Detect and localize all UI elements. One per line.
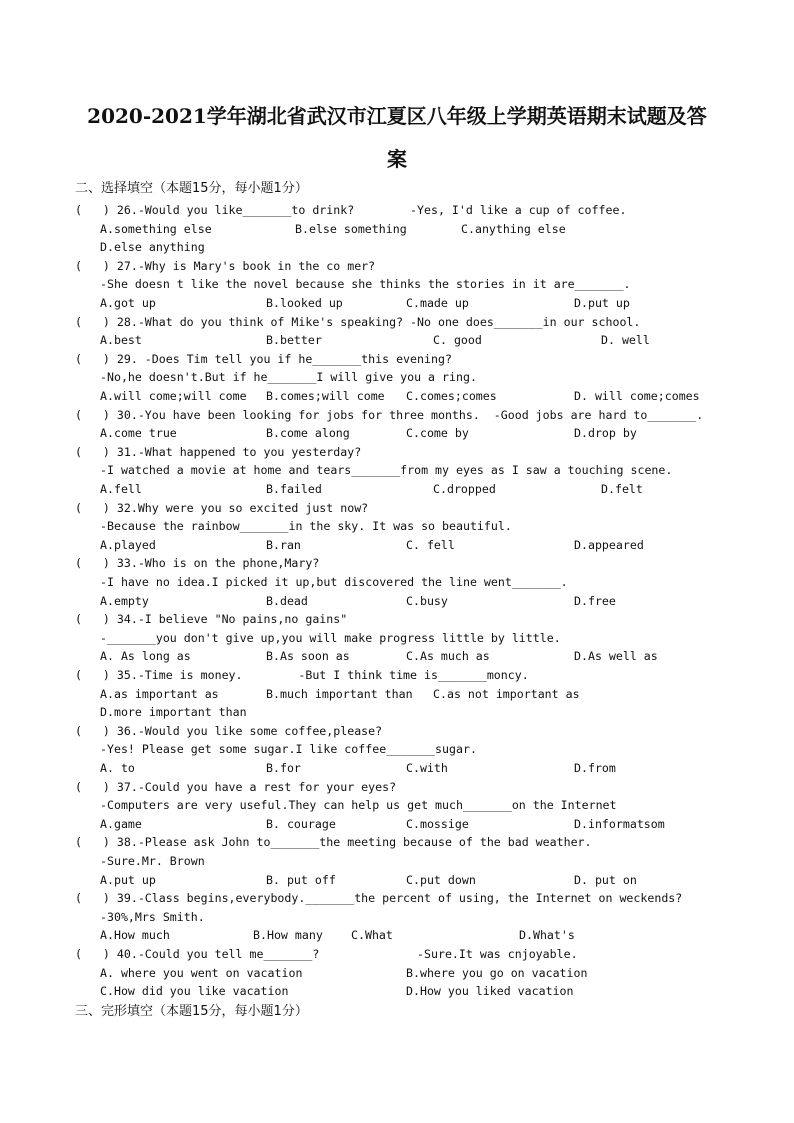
answer-option: A.will come;will come [100,389,247,403]
answer-option: D.As well as [574,649,658,664]
answer-option: C. fell [406,537,455,552]
answer-option: D.drop by [574,426,637,441]
answer-option: C.What [351,928,393,943]
answer-option: C.anything else [461,221,566,236]
answer-option: -She doesn t like the novel because she thinks the stories in it are_______. [100,277,631,292]
question-stem: ( ) 30.-You have been looking for jobs for three months. -Good jobs are hard to_______. [75,407,704,422]
answer-option: D.from [574,761,616,775]
answer-option: B.better [266,333,322,348]
answer-option: B.where you go on vacation [406,965,588,980]
document-title-line-1: 2020-2021学年湖北省武汉市江夏区八年级上学期英语期末试题及答 [87,104,707,128]
answer-option: -I watched a movie at home and tears_______from my eyes as I saw a touching scene. [100,463,673,478]
answer-option: -_______you don't give up,you will make progress little by little. [100,630,561,645]
answer-option: A. to [100,761,135,775]
section-heading-choice: 二、选择填空（本题15分，每小题1分） [75,181,308,196]
answer-option: D. put on [574,872,637,887]
answer-option: A.come true [100,426,177,441]
question-stem: ( ) 34.-I believe "No pains,no gains" [75,612,348,627]
answer-option: A.game [100,816,142,831]
question-stem: ( ) 39.-Class begins,everybody._______the percent of using, the Internet on weckends? [75,891,683,906]
answer-option: -Computers are very useful.They can help us get much_______on the Internet [100,798,617,813]
answer-option: B.failed [266,482,322,496]
answer-option: C. good [433,333,482,348]
answer-option: B.looked up [266,296,343,310]
answer-option: -I have no idea.I picked it up,but discovered the line went_______. [100,575,568,589]
answer-option: D.appeared [574,537,644,552]
answer-option: C.made up [406,296,469,310]
question-stem: ( ) 40.-Could you tell me_______? -Sure.It was cnjoyable. [75,947,578,961]
question-stem: ( ) 36.-Would you like some coffee,please? [75,723,383,738]
answer-option: D. well [601,333,650,348]
answer-option: A.something else [100,221,212,236]
answer-option: B.for [266,761,301,775]
question-stem: ( ) 35.-Time is money. -But I think time is_______moncy. [75,668,529,682]
question-stem: ( ) 28.-What do you think of Mike's speaking? -No one does_______in our school. [75,314,641,329]
answer-option: D.What's [519,928,575,943]
question-stem: ( ) 37.-Could you have a rest for your eyes? [75,779,397,794]
answer-option: D.put up [574,296,630,310]
section-heading-cloze: 三、完形填空（本题15分，每小题1分） [75,1004,308,1019]
answer-option: D.free [574,593,616,608]
answer-option: B.else something [295,221,407,236]
question-stem: ( ) 32.Why were you so excited just now? [75,500,369,515]
answer-option: A. As long as [100,649,191,664]
question-stem: ( ) 27.-Why is Mary's book in the co mer? [75,258,376,273]
answer-option: C.mossige [406,816,469,831]
answer-option: C.as not important as [433,686,580,701]
answer-option: A.fell [100,482,142,496]
document-title-line-2: 案 [387,147,407,171]
answer-option: B.comes;will come [266,389,385,403]
answer-option: C.How did you like vacation [100,984,289,999]
answer-option: A.best [100,333,142,348]
answer-option: B.As soon as [266,649,350,664]
answer-option: C.busy [406,593,448,608]
answer-option: B.much important than [266,686,413,701]
answer-option: A.put up [100,872,156,887]
answer-option: D.How you liked vacation [406,984,574,999]
answer-option: A.got up [100,296,156,310]
answer-option: C.come by [406,426,469,441]
question-stem: ( ) 38.-Please ask John to_______the meeting because of the bad weather. [75,835,592,850]
answer-option: B. courage [266,816,336,831]
answer-option: A.played [100,537,156,552]
answer-option: D.more important than [100,705,247,720]
answer-option: C.put down [406,872,476,887]
answer-option: A.as important as [100,686,219,701]
answer-option: C.dropped [433,482,496,496]
answer-option: -Because the rainbow_______in the sky. It was so beautiful. [100,519,512,534]
answer-option: C.As much as [406,649,490,664]
answer-option: A. where you went on vacation [100,965,303,980]
answer-option: A.How much [100,928,170,943]
answer-option: D.informatsom [574,816,665,831]
answer-option: -30%,Mrs Smith. [100,909,205,924]
answer-option: C.comes;comes [406,389,497,403]
answer-option: B.ran [266,537,301,552]
answer-option: A.empty [100,593,149,608]
answer-option: D.else anything [100,240,205,255]
question-stem: ( ) 33.-Who is on the phone,Mary? [75,556,320,571]
answer-option: -Yes! Please get some sugar.I like coffee_______sugar. [100,742,477,757]
answer-option: B. put off [266,872,336,887]
answer-option: C.with [406,761,448,775]
answer-option: B.come along [266,426,350,441]
answer-option: -Sure.Mr. Brown [100,854,205,868]
question-stem: ( ) 26.-Would you like_______to drink? -Yes, I'd like a cup of coffee. [75,203,627,217]
answer-option: D.felt [601,482,643,496]
answer-option: B.How many [253,928,323,943]
question-stem: ( ) 29. -Does Tim tell you if he_______this evening? [75,351,452,366]
answer-option: D. will come;comes [574,389,700,403]
answer-option: -No,he doesn't.But if he_______I will give you a ring. [100,370,477,385]
answer-option: B.dead [266,593,308,608]
question-stem: ( ) 31.-What happened to you yesterday? [75,444,362,459]
